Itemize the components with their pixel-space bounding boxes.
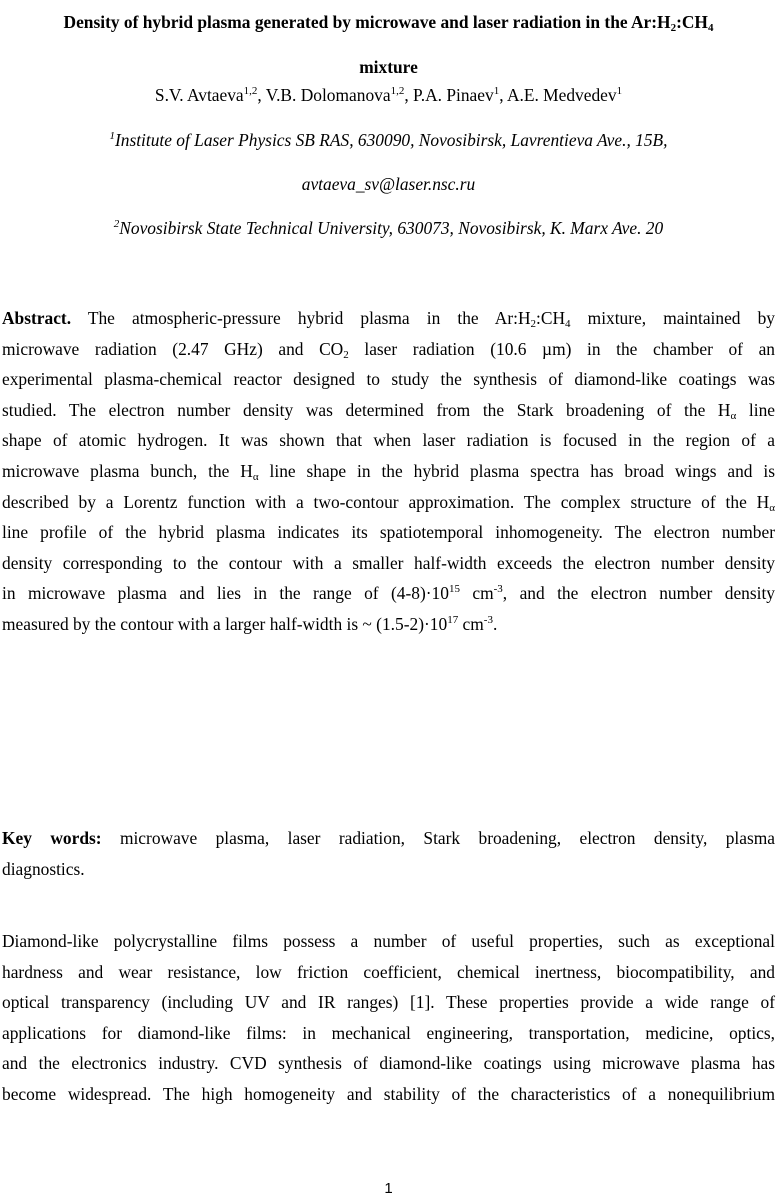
- paper-title: [0, 0, 777, 89]
- abstract-line: microwave plasma bunch, the $H_\alpha$ line shape in the hybrid plasma spectra has broad wings and is: [2, 460, 776, 483]
- author: V.B. Dolomanova$^{1,2}$,: [265, 85, 414, 105]
- body-line: hardness and wear resistance, low friction coefficient, chemical inertness, biocompatibility, and: [2, 961, 775, 982]
- abstract-line: studied. The electron number density was determined from the Stark broadening of the $H_\alpha$ line: [2, 399, 775, 422]
- abstract-line: density corresponding to the contour with a smaller half-width exceeds the electron number density: [2, 552, 775, 573]
- abstract-line: experimental plasma-chemical reactor designed to study the synthesis of diamond-like coatings was: [2, 369, 775, 390]
- abstract-line: shape of atomic hydrogen. It was shown that when laser radiation is focused in the region of a: [2, 430, 775, 451]
- author: A.E. Medvedev$^1$: [506, 85, 623, 105]
- author: P.A. Pinaev$^1$,: [413, 85, 507, 105]
- keywords-label: Key words:: [2, 828, 102, 848]
- abstract: [2, 303, 775, 640]
- keywords: [2, 823, 775, 884]
- keywords-line: Key words: microwave plasma, laser radiation, Stark broadening, electron density, plasma: [2, 828, 775, 848]
- body-line: optical transparency (including UV and IR ranges) [1]. These properties provide a wide range of: [2, 992, 775, 1013]
- affiliation-1: $^1$Institute of Laser Physics SB RAS, 630090, Novosibirsk, Lavrentieva Ave., 15B,: [109, 130, 668, 150]
- abstract-line: described by a Lorentz function with a two-contour approximation. The complex structure of the $H_\alpha$: [2, 491, 775, 514]
- author-list: [0, 80, 777, 110]
- title-line-1: Density of hybrid plasma generated by microwave and laser radiation in the $Ar:H_2:CH_4$: [63, 12, 714, 34]
- body-line: and the electronics industry. CVD synthesis of diamond-like coatings using microwave plasma has: [2, 1053, 775, 1074]
- author-email: avtaeva_sv@laser.nsc.ru: [301, 174, 476, 194]
- affiliation-2: $^2$Novosibirsk State Technical University, 630073, Novosibirsk, K. Marx Ave. 20: [113, 218, 664, 238]
- title-line-2: mixture: [359, 56, 418, 77]
- abstract-line: measured by the contour with a larger half-width is ~ $(1.5-2)\cdot 10^{17}$ $cm^{-3}$.: [2, 613, 498, 634]
- abstract-label: Abstract.: [2, 308, 72, 328]
- body-line: become widespread. The high homogeneity and stability of the characteristics of a nonequilibrium: [2, 1083, 775, 1104]
- body-line: Diamond-like polycrystalline films possess a number of useful properties, such as exceptional: [2, 931, 775, 951]
- keywords-line: diagnostics.: [2, 858, 85, 879]
- body-line: applications for diamond-like films: in mechanical engineering, transportation, medicine, optics,: [2, 1022, 775, 1043]
- abstract-line: in microwave plasma and lies in the range of $(4-8)\cdot 10^{15}$ $cm^{-3}$, and the electron number density: [2, 583, 775, 604]
- author: S.V. Avtaeva$^{1,2}$,: [154, 85, 266, 105]
- page-number: 1: [384, 1180, 393, 1197]
- abstract-line: line profile of the hybrid plasma indicates its spatiotemporal inhomogeneity. The electron number: [2, 522, 775, 543]
- abstract-line: Abstract. The atmospheric-pressure hybrid plasma in the $Ar:H_2:CH_4$ mixture, maintained by: [2, 308, 775, 330]
- abstract-line: microwave radiation (2.47 GHz) and $CO_2$ laser radiation (10.6 µm) in the chamber of an: [2, 338, 775, 361]
- introduction-paragraph: [2, 926, 775, 1110]
